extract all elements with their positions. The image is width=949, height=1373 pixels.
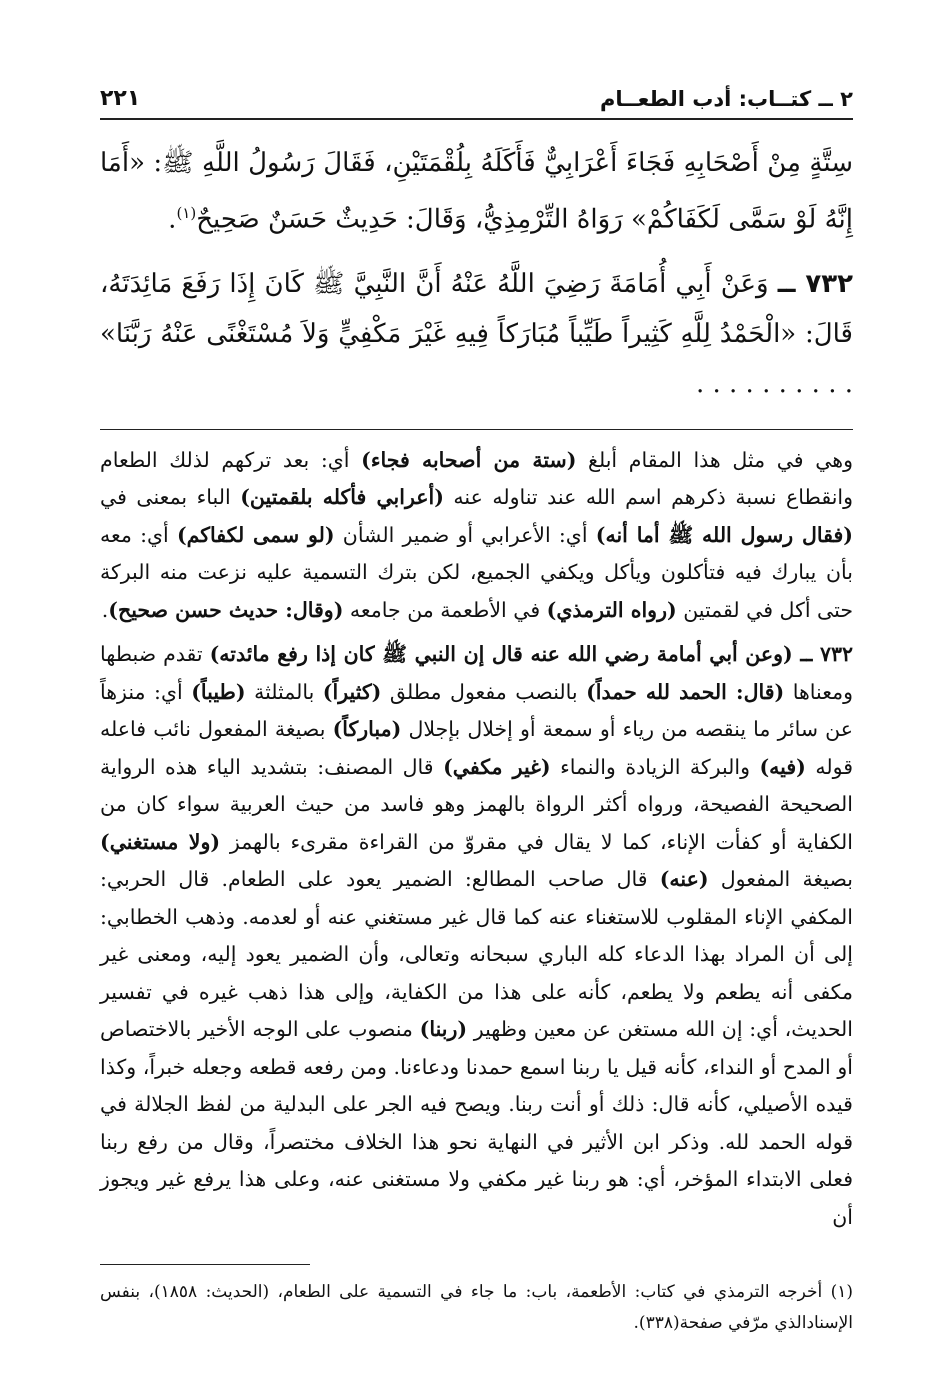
quoted-phrase: (غير مكفي) — [443, 754, 551, 779]
page-number: ٢٢١ — [100, 86, 141, 111]
quoted-phrase: (مباركاً) — [332, 717, 402, 742]
chapter-title: ٢ ــ كتــاب: أدب الطعــام — [599, 87, 853, 111]
quoted-phrase: (أعرابي فأكله بلقمتين) — [240, 485, 444, 510]
quoted-phrase: (فقال رسول الله ﷺ أما أنه) — [595, 522, 853, 547]
commentary-text-run: . — [101, 597, 109, 622]
commentary-text-run: أي: الأعرابي أو ضمير الشأن — [334, 522, 596, 547]
commentary-text-run: بالنصب مفعول مطلق — [381, 679, 587, 704]
commentary-text-run: أي: بعد تركهم لذلك الطعام وانقطاع نسبة ذكرهم اسم الله عند تناوله عنه — [100, 447, 853, 510]
commentary-text-run: قال المصنف: بتشديد الياء هذه الرواية الصحيحة الفصيحة، ورواه أكثر الرواة بالهمز وهو فاسد من حيث العربية سواء كان من الكفاية أو كفأت الإناء، كما لا يقال في مقروّ من القراءة مقرىء بالهمز — [100, 754, 853, 854]
hadith-731-continuation — [100, 138, 853, 245]
quoted-phrase: (وقال: حديث حسن صحيح) — [108, 597, 344, 622]
commentary-text-run: بالمثلثة — [245, 679, 323, 704]
quoted-phrase: (كثيراً) — [322, 679, 382, 704]
commentary-separator — [100, 429, 853, 430]
quoted-phrase: (قال: الحمد لله حمداً) — [586, 679, 785, 704]
hadith-732-text: وَعَنْ أَبِي أُمَامَةَ رَضِيَ اللَّهُ عَنْهُ أَنَّ النَّبِيَّ ﷺ كَانَ إِذَا رَفَعَ مَائِدَتَهُ، قَالَ: «الْحَمْدُ لِلَّهِ كَثِيراً طَيِّباً مُبَارَكاً فِيهِ غَيْرَ مَكْفِيٍّ وَلاَ مُسْتَغْنًى عَنْهُ رَبَّنَا» — [100, 268, 853, 349]
commentary-text-run: في الأطعمة من جامعه — [343, 597, 547, 622]
quoted-phrase: (عنه) — [659, 867, 709, 892]
quoted-phrase: (رواه الترمذي) — [546, 597, 677, 622]
commentary-text-run: منصوب على الوجه الأخير بالاختصاص أو المدح أو النداء، كأنه قيل يا ربنا اسمع حمدنا ودعاءنا. ومن رفعه قطعه وجعله خبراً، وكذا قيده الأصيلي، كأنه قال: ذلك أو أنت ربنا. ويصح فيه الجر على البدلية من لفظ الجلالة في قوله الحمد لله. وذكر ابن الأثير في النهاية نحو هذا الخلاف مختصراً، وقال من رفع ربنا فعلى الابتداء المؤخر، أي: هو ربنا غير مكفي ولا مستغنى عنه، وعلى هذا يرفع غير ويجوز أن — [100, 1017, 853, 1229]
quoted-phrase: ٧٣٢ ــ (وعن أبي أمامة رضي الله عنه قال إن النبي ﷺ كان إذا رفع مائدته) — [209, 642, 853, 667]
commentary-text-run: بصيغة المفعول — [708, 867, 853, 892]
commentary-paragraph-2 — [100, 636, 853, 1236]
commentary-text-run: وهي في مثل هذا المقام أبلغ — [576, 447, 853, 472]
commentary-text-run: قال صاحب المطالع: الضمير يعود على الطعام. قال الحربي: المكفي الإناء المقلوب للاستغناء عنه كما قال غير مستغني عنه أو لعدمه. وذهب الخطابي: إلى أن المراد بهذا الدعاء كله الباري سبحانه وتعالى، وأن الضمير يعود إليه، ومعنى غير مكفى أنه يطعم ولا يطعم، كأنه على هذا من الكفاية، وإلى هذا ذهب غيره في تفسير الحديث، أي: إن الله مستغن عن معين وظهير — [100, 867, 853, 1042]
footnote-separator — [100, 1264, 310, 1265]
hadith-text — [100, 138, 853, 409]
hadith-number: ٧٣٢ ــ — [777, 268, 854, 299]
commentary-text-run: بصيغة المفعول نائب فاعله قوله — [100, 717, 853, 779]
hadith-732 — [100, 259, 853, 409]
running-header — [100, 86, 853, 120]
commentary-text-run: أي: منزهاً عن سائر ما ينقصه من رياء أو سمعة أو إخلال بإجلال — [100, 679, 854, 742]
quoted-phrase: (ربنا) — [419, 1017, 468, 1042]
commentary-text-run: الباء بمعنى في — [100, 485, 241, 510]
quoted-phrase: (فيه) — [759, 754, 806, 779]
book-page — [100, 86, 853, 1339]
quoted-phrase: (ولا مستغني) — [100, 829, 221, 854]
commentary-text-run: والبركة الزيادة والنماء — [550, 754, 760, 779]
quoted-phrase: (ستة من أصحابه فجاء) — [361, 447, 577, 472]
commentary-text-run: أي: معه بأن يبارك فيه فتأكلون ويأكل ويكفي الجميع، لكن بترك التسمية عليه نزعت منه البركة حتى أكل في لقمتين — [100, 522, 853, 622]
dot-leader: . . . . . . . . . . — [695, 368, 853, 399]
commentary-text-run: تقدم ضبطها ومعناها — [100, 642, 853, 704]
footnote-marker[interactable]: (١) — [176, 204, 197, 222]
quoted-phrase: (لو سمى لكفاكم) — [176, 522, 335, 547]
commentary-paragraph-1 — [100, 442, 853, 630]
footnote: (١) أخرجه الترمذي في كتاب: الأطعمة، باب: ما جاء في التسمية على الطعام، (الحديث: ١٨٥٨)، بنفس الإسنادالذي مرّفي صفحة(٣٣٨). — [100, 1282, 853, 1334]
hadith-731-end: . — [168, 204, 177, 235]
hadith-731-text: سِتَّةٍ مِنْ أَصْحَابِهِ فَجَاءَ أَعْرَابِيٌّ فَأَكَلَهُ بِلُقْمَتَيْنِ، فَقَالَ رَسُولُ اللَّهِ ﷺ: «أَمَا إِنَّهُ لَوْ سَمَّى لَكَفَاكُمْ» رَوَاهُ التِّرْمِذِيُّ، وَقَالَ: حَدِيثٌ حَسَنٌ صَحِيحٌ — [100, 148, 853, 235]
quoted-phrase: (طيباً) — [191, 679, 246, 704]
commentary-text — [100, 442, 853, 1237]
